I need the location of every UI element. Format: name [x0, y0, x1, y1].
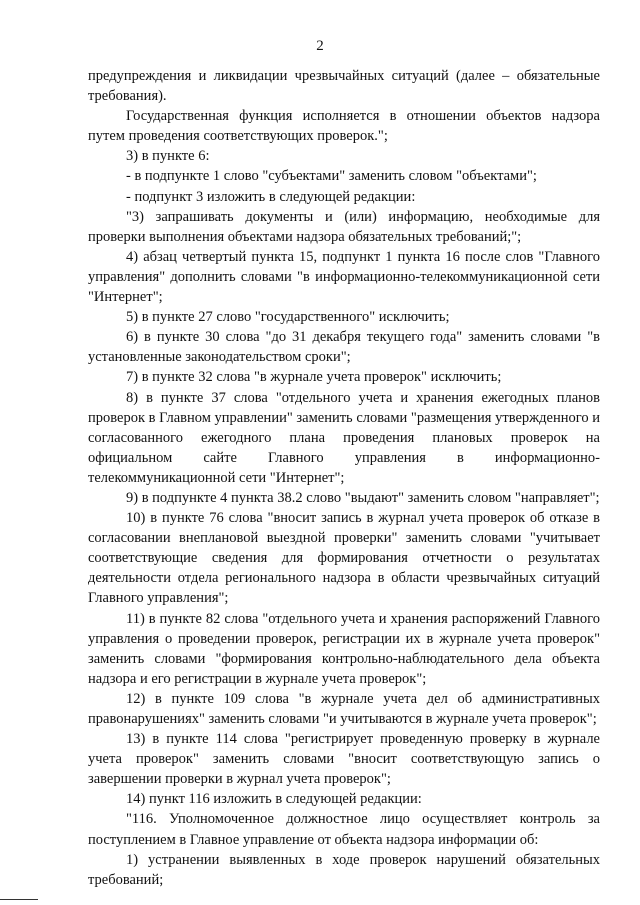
document-body [88, 66, 600, 890]
paragraph: 9) в подпункте 4 пункта 38.2 слово "выдают" заменить словом "направляет"; [126, 489, 600, 506]
paragraph: - в подпункте 1 слово "субъектами" заменить словом "объектами"; [126, 168, 537, 185]
paragraph: 3) в пункте 6: [126, 148, 210, 165]
paragraph: - подпункт 3 изложить в следующей редакции: [126, 188, 416, 205]
paragraph: 14) пункт 116 изложить в следующей редакции: [126, 791, 422, 808]
paragraph: 10) в пункте 76 слова "вносит запись в журнал учета проверок об отказе в согласовании внеплановой выездной проверки" заменить словами "учитывает соответствующие сведения для формирования отчетности о результатах деятельности отдела регионального надзора в области чрезвычайных ситуаций Главного управления"; [88, 510, 600, 607]
paragraph: 5) в пункте 27 слово "государственного" исключить; [126, 309, 450, 326]
paragraph: 6) в пункте 30 слова "до 31 декабря текущего года" заменить словами "в установленные законодательством сроки"; [88, 329, 600, 366]
paragraph: "3) запрашивать документы и (или) информацию, необходимые для проверки выполнения объектами надзора обязательных требований;"; [88, 208, 600, 245]
paragraph: Государственная функция исполняется в отношении объектов надзора путем проведения соответствующих проверок."; [88, 108, 600, 145]
paragraph: 1) устранении выявленных в ходе проверок нарушений обязательных требований; [88, 851, 600, 888]
scan-edge-mark [0, 899, 38, 900]
paragraph: 13) в пункте 114 слова "регистрирует проведенную проверку в журнале учета проверок" заменить словами "вносит соответствующую запись о завершении проверки в журнал учета проверок"; [88, 731, 600, 788]
paragraph: 4) абзац четвертый пункта 15, подпункт 1 пункта 16 после слов "Главного управления" дополнить словами "в информационно-телекоммуникационной сети "Интернет"; [88, 248, 600, 306]
paragraph: предупреждения и ликвидации чрезвычайных ситуаций (далее – обязательные требования). [88, 68, 600, 105]
paragraph: "116. Уполномоченное должностное лицо осуществляет контроль за поступлением в Главное управление от объекта надзора информации об: [88, 811, 600, 848]
page-number: 2 [316, 38, 324, 54]
paragraph: 12) в пункте 109 слова "в журнале учета дел об административных правонарушениях" заменить словами "и учитываются в журнале учета проверок"; [88, 690, 600, 727]
paragraph: 7) в пункте 32 слова "в журнале учета проверок" исключить; [126, 369, 502, 386]
paragraph: 8) в пункте 37 слова "отдельного учета и хранения ежегодных планов проверок в Главном управлении" заменить словами "размещения утвержденного и согласованного ежегодного плана проведения плановых проверок на официальном сайте Главного управления в информационно-телекоммуникационной сети "Интернет"; [88, 389, 600, 486]
paragraph: 11) в пункте 82 слова "отдельного учета и хранения распоряжений Главного управления о проведении проверок, регистрации их в журнале учета проверок" заменить словами "формирования контрольно-наблюдательного дела объекта надзора и его регистрации в журнале учета проверок"; [88, 610, 600, 687]
